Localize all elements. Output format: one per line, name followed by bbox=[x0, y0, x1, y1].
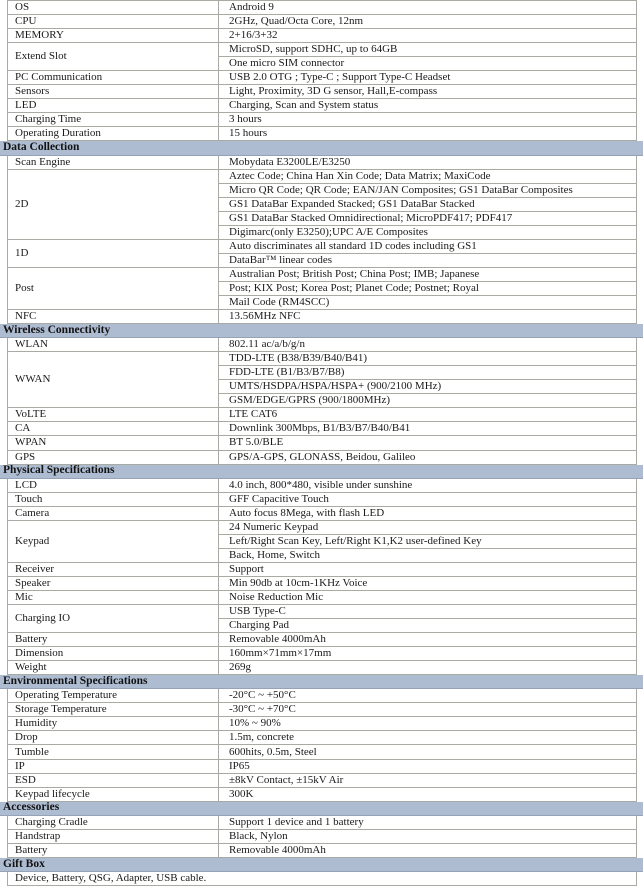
spec-label: Drop bbox=[8, 731, 219, 744]
spec-values bbox=[219, 113, 636, 126]
spec-value-line: GS1 DataBar Stacked Omnidirectional; MicroPDF417; PDF417 bbox=[219, 212, 636, 226]
spec-value-line: 2GHz, Quad/Octa Core, 12nm bbox=[229, 15, 364, 28]
spec-row-operating-temperature bbox=[8, 689, 636, 703]
spec-row-2d bbox=[8, 170, 636, 240]
full-width-row: Device, Battery, QSG, Adapter, USB cable. bbox=[15, 871, 207, 884]
spec-label: Dimension bbox=[8, 647, 219, 660]
spec-row-weight bbox=[8, 661, 636, 675]
spec-value-line: FDD-LTE (B1/B3/B7/B8) bbox=[219, 366, 636, 380]
section-header-label: Data Collection bbox=[3, 141, 80, 154]
section-header-wireless-connectivity bbox=[0, 324, 643, 338]
spec-row-wlan bbox=[8, 338, 636, 352]
spec-label: Mic bbox=[8, 591, 219, 604]
spec-label: Humidity bbox=[8, 717, 219, 730]
spec-value-line: 600hits, 0.5m, Steel bbox=[229, 745, 317, 758]
spec-row-drop bbox=[8, 731, 636, 745]
spec-value-line: Back, Home, Switch bbox=[229, 548, 321, 561]
spec-row-receiver bbox=[8, 563, 636, 577]
spec-values bbox=[219, 29, 636, 42]
spec-row-speaker bbox=[8, 577, 636, 591]
spec-row-mic bbox=[8, 591, 636, 605]
spec-values bbox=[219, 479, 636, 492]
spec-row-storage-temperature bbox=[8, 703, 636, 717]
section-body bbox=[7, 479, 637, 676]
spec-row-scan-engine bbox=[8, 156, 636, 170]
spec-values bbox=[219, 717, 636, 730]
spec-label: VoLTE bbox=[8, 408, 219, 421]
spec-label: Camera bbox=[8, 507, 219, 520]
spec-values bbox=[219, 731, 636, 744]
spec-row-volte bbox=[8, 408, 636, 422]
spec-label: 1D bbox=[8, 240, 219, 267]
spec-row-extend-slot bbox=[8, 43, 636, 71]
spec-row-humidity bbox=[8, 717, 636, 731]
section-header-label: Environmental Specifications bbox=[3, 675, 148, 688]
spec-label: WWAN bbox=[8, 352, 219, 407]
spec-row-tumble bbox=[8, 745, 636, 759]
section-header-data-collection bbox=[0, 141, 643, 155]
spec-values bbox=[219, 745, 636, 758]
spec-value-line: Min 90db at 10cm-1KHz Voice bbox=[229, 576, 368, 589]
spec-row-battery bbox=[8, 844, 636, 858]
section-header-physical-specifications bbox=[0, 465, 643, 479]
spec-row-ip bbox=[8, 760, 636, 774]
spec-row-keypad-lifecycle bbox=[8, 788, 636, 802]
spec-row-handstrap bbox=[8, 830, 636, 844]
spec-row-camera bbox=[8, 507, 636, 521]
spec-row-touch bbox=[8, 493, 636, 507]
spec-value-line: IP65 bbox=[229, 759, 250, 772]
spec-values bbox=[219, 605, 636, 632]
spec-values bbox=[219, 43, 636, 70]
spec-label: 2D bbox=[8, 170, 219, 239]
spec-value-line: DataBar™ linear codes bbox=[229, 253, 333, 266]
spec-row-battery bbox=[8, 633, 636, 647]
spec-row-gps bbox=[8, 451, 636, 465]
spec-values bbox=[219, 647, 636, 660]
spec-label: Extend Slot bbox=[8, 43, 219, 70]
spec-label: Keypad lifecycle bbox=[8, 788, 219, 801]
spec-values bbox=[219, 689, 636, 702]
spec-value-line: GFF Capacitive Touch bbox=[229, 492, 329, 505]
spec-value-line: GPS/A-GPS, GLONASS, Beidou, Galileo bbox=[229, 450, 416, 463]
spec-row-os bbox=[8, 1, 636, 15]
spec-value-line: Post; KIX Post; Korea Post; Planet Code; Postnet; Royal bbox=[219, 282, 636, 296]
spec-value-line: 269g bbox=[229, 661, 251, 674]
spec-value-line: Downlink 300Mbps, B1/B3/B7/B40/B41 bbox=[229, 422, 411, 435]
spec-values bbox=[219, 816, 636, 829]
spec-value-line: 300K bbox=[229, 787, 254, 800]
spec-label: Tumble bbox=[8, 745, 219, 758]
spec-values bbox=[219, 661, 636, 674]
spec-value-line: Micro QR Code; QR Code; EAN/JAN Composites; GS1 DataBar Composites bbox=[219, 184, 636, 198]
spec-values bbox=[219, 760, 636, 773]
spec-value-line: Mobydata E3200LE/E3250 bbox=[229, 155, 351, 168]
spec-row-charging-io bbox=[8, 605, 636, 633]
spec-value-line: 2+16/3+32 bbox=[229, 29, 278, 42]
section-header-label: Accessories bbox=[3, 801, 60, 814]
spec-row-operating-duration bbox=[8, 127, 636, 141]
spec-value-line: -20°C ~ +50°C bbox=[229, 689, 296, 702]
spec-values bbox=[219, 633, 636, 646]
spec-label: Touch bbox=[8, 493, 219, 506]
spec-value-line: USB Type-C bbox=[219, 605, 636, 619]
spec-values bbox=[219, 830, 636, 843]
section-header-accessories bbox=[0, 802, 643, 816]
spec-label: WLAN bbox=[8, 338, 219, 351]
spec-label: Sensors bbox=[8, 85, 219, 98]
spec-label: Storage Temperature bbox=[8, 703, 219, 716]
spec-values bbox=[219, 71, 636, 84]
spec-label: LCD bbox=[8, 479, 219, 492]
spec-value-line: MicroSD, support SDHC, up to 64GB bbox=[219, 43, 636, 57]
spec-label: Handstrap bbox=[8, 830, 219, 843]
spec-values bbox=[219, 788, 636, 801]
section-header-label: Physical Specifications bbox=[3, 464, 115, 477]
spec-row-sensors bbox=[8, 85, 636, 99]
section-body bbox=[7, 0, 637, 141]
spec-values bbox=[219, 577, 636, 590]
section-header-label: Wireless Connectivity bbox=[3, 323, 111, 336]
spec-label: GPS bbox=[8, 451, 219, 464]
spec-values bbox=[219, 1, 636, 14]
spec-value-line: Noise Reduction Mic bbox=[229, 590, 324, 603]
spec-label: Keypad bbox=[8, 521, 219, 562]
spec-values bbox=[219, 591, 636, 604]
spec-value-line: ±8kV Contact, ±15kV Air bbox=[229, 773, 344, 786]
spec-row-ca bbox=[8, 422, 636, 436]
spec-row-charging-time bbox=[8, 113, 636, 127]
spec-values bbox=[219, 563, 636, 576]
spec-row-lcd bbox=[8, 479, 636, 493]
spec-value-line: Removable 4000mAh bbox=[229, 843, 326, 856]
spec-value-line: Digimarc(only E3250);UPC A/E Composites bbox=[229, 225, 428, 238]
spec-label: Charging IO bbox=[8, 605, 219, 632]
spec-value-line: Charging Pad bbox=[229, 619, 289, 632]
spec-label: WPAN bbox=[8, 436, 219, 449]
spec-values bbox=[219, 493, 636, 506]
spec-label: Operating Duration bbox=[8, 127, 219, 140]
spec-label: PC Communication bbox=[8, 71, 219, 84]
spec-label: CPU bbox=[8, 15, 219, 28]
spec-label: Weight bbox=[8, 661, 219, 674]
section-body bbox=[7, 338, 637, 464]
spec-values bbox=[219, 521, 636, 562]
spec-value-line: BT 5.0/BLE bbox=[229, 436, 284, 449]
section-header-label: Gift Box bbox=[3, 857, 45, 870]
spec-label: Operating Temperature bbox=[8, 689, 219, 702]
spec-row-pc-communication bbox=[8, 71, 636, 85]
spec-label: NFC bbox=[8, 310, 219, 323]
spec-value-line: One micro SIM connector bbox=[229, 57, 345, 70]
section-body-full bbox=[7, 872, 637, 886]
spec-label: OS bbox=[8, 1, 219, 14]
spec-value-line: GS1 DataBar Expanded Stacked; GS1 DataBar Stacked bbox=[219, 198, 636, 212]
spec-value-line: 160mm×71mm×17mm bbox=[229, 647, 332, 660]
spec-value-line: 4.0 inch, 800*480, visible under sunshine bbox=[229, 478, 413, 491]
spec-row-cpu bbox=[8, 15, 636, 29]
spec-label: Charging Cradle bbox=[8, 816, 219, 829]
spec-values bbox=[219, 156, 636, 169]
spec-row-dimension bbox=[8, 647, 636, 661]
section-body bbox=[7, 689, 637, 801]
spec-value-line: Charging, Scan and System status bbox=[229, 99, 379, 112]
spec-value-line: GSM/EDGE/GPRS (900/1800MHz) bbox=[229, 394, 391, 407]
spec-label: Post bbox=[8, 268, 219, 309]
spec-value-line: Auto focus 8Mega, with flash LED bbox=[229, 506, 385, 519]
spec-values bbox=[219, 436, 636, 449]
spec-label: LED bbox=[8, 99, 219, 112]
spec-value-line: Removable 4000mAh bbox=[229, 633, 326, 646]
spec-value-line: 15 hours bbox=[229, 127, 268, 140]
spec-values bbox=[219, 844, 636, 857]
spec-label: Speaker bbox=[8, 577, 219, 590]
spec-values bbox=[219, 774, 636, 787]
spec-values bbox=[219, 408, 636, 421]
spec-row-memory bbox=[8, 29, 636, 43]
spec-value-line: Light, Proximity, 3D G sensor, Hall,E-compass bbox=[229, 85, 438, 98]
spec-value-line: TDD-LTE (B38/B39/B40/B41) bbox=[219, 352, 636, 366]
spec-row-charging-cradle bbox=[8, 816, 636, 830]
spec-values bbox=[219, 170, 636, 239]
spec-values bbox=[219, 310, 636, 323]
spec-values bbox=[219, 85, 636, 98]
spec-value-line: Mail Code (RM4SCC) bbox=[229, 296, 330, 308]
spec-value-line: 10% ~ 90% bbox=[229, 717, 281, 730]
spec-value-line: LTE CAT6 bbox=[229, 408, 278, 421]
spec-row-1d bbox=[8, 240, 636, 268]
spec-values bbox=[219, 703, 636, 716]
spec-values bbox=[219, 99, 636, 112]
spec-row-nfc bbox=[8, 310, 636, 324]
spec-value-line: Auto discriminates all standard 1D codes including GS1 bbox=[219, 240, 636, 254]
section-header-gift-box bbox=[0, 858, 643, 872]
spec-value-line: 3 hours bbox=[229, 113, 262, 126]
section-header-environmental-specifications bbox=[0, 675, 643, 689]
spec-value-line: 24 Numeric Keypad bbox=[219, 521, 636, 535]
spec-values bbox=[219, 240, 636, 267]
spec-label: Receiver bbox=[8, 563, 219, 576]
spec-values bbox=[219, 451, 636, 464]
spec-values bbox=[219, 127, 636, 140]
spec-label: Battery bbox=[8, 633, 219, 646]
spec-label: Scan Engine bbox=[8, 156, 219, 169]
spec-value-line: Left/Right Scan Key, Left/Right K1,K2 user-defined Key bbox=[219, 535, 636, 549]
spec-value-line: Android 9 bbox=[229, 1, 274, 14]
spec-value-line: Aztec Code; China Han Xin Code; Data Matrix; MaxiCode bbox=[219, 170, 636, 184]
spec-label: IP bbox=[8, 760, 219, 773]
spec-value-line: USB 2.0 OTG ; Type-C ; Support Type-C Headset bbox=[229, 71, 451, 84]
spec-row-esd bbox=[8, 774, 636, 788]
spec-value-line: -30°C ~ +70°C bbox=[229, 703, 296, 716]
spec-value-line: Black, Nylon bbox=[229, 829, 288, 842]
section-body bbox=[7, 156, 637, 325]
spec-values bbox=[219, 338, 636, 351]
spec-row-post bbox=[8, 268, 636, 310]
spec-label: Charging Time bbox=[8, 113, 219, 126]
spec-value-line: UMTS/HSDPA/HSPA/HSPA+ (900/2100 MHz) bbox=[219, 380, 636, 394]
spec-row-wpan bbox=[8, 436, 636, 450]
spec-values bbox=[219, 422, 636, 435]
spec-row-keypad bbox=[8, 521, 636, 563]
spec-label: MEMORY bbox=[8, 29, 219, 42]
spec-value-line: Support 1 device and 1 battery bbox=[229, 815, 364, 828]
spec-values bbox=[219, 15, 636, 28]
spec-value-line: 1.5m, concrete bbox=[229, 731, 295, 744]
spec-row-wwan bbox=[8, 352, 636, 408]
spec-label: Battery bbox=[8, 844, 219, 857]
spec-values bbox=[219, 352, 636, 407]
spec-value-line: 13.56MHz NFC bbox=[229, 310, 301, 323]
section-body bbox=[7, 816, 637, 858]
spec-row-led bbox=[8, 99, 636, 113]
spec-value-line: Australian Post; British Post; China Post; IMB; Japanese bbox=[219, 268, 636, 282]
spec-values bbox=[219, 268, 636, 309]
spec-label: ESD bbox=[8, 774, 219, 787]
spec-value-line: 802.11 ac/a/b/g/n bbox=[229, 338, 305, 351]
spec-values bbox=[219, 507, 636, 520]
spec-label: CA bbox=[8, 422, 219, 435]
spec-value-line: Support bbox=[229, 562, 264, 575]
